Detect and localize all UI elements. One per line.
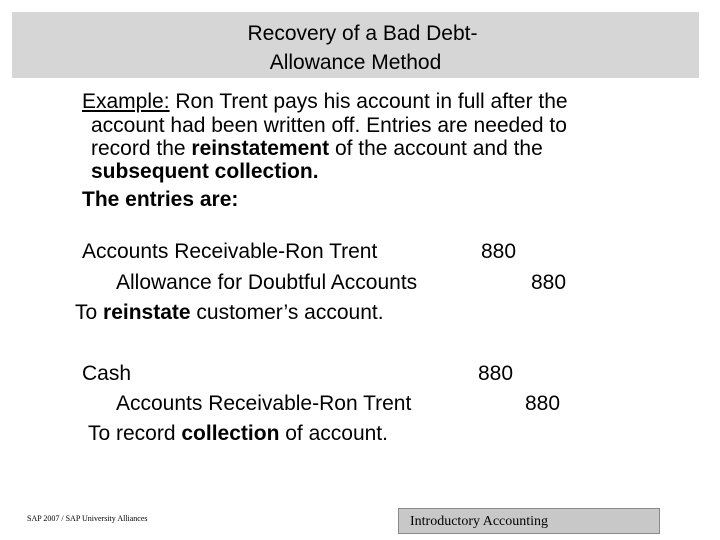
footer-course-box bbox=[398, 508, 660, 534]
example-line-3 bbox=[91, 137, 543, 161]
entry2-memo bbox=[88, 422, 388, 446]
entry2-memo-a: To record bbox=[88, 422, 182, 445]
entry1-credit-account: Allowance for Doubtful Accounts bbox=[116, 271, 418, 294]
example-line-2: account had been written off. Entries are needed to bbox=[91, 114, 567, 137]
reinstate-term: reinstate bbox=[103, 301, 191, 324]
entry1-debit-amount: 880 bbox=[481, 240, 517, 263]
entry2-debit-amount: 880 bbox=[478, 362, 514, 385]
example-label: Example: bbox=[82, 90, 170, 113]
footer-course-title: Introductory Accounting bbox=[410, 514, 549, 529]
slide-title-bar bbox=[12, 12, 699, 78]
example-text-3a: record the bbox=[91, 137, 192, 160]
entry2-credit-account: Accounts Receivable-Ron Trent bbox=[116, 392, 412, 415]
entry2-debit-account: Cash bbox=[82, 362, 132, 385]
entry1-memo-a: To bbox=[75, 301, 104, 324]
example-text-3c: of the account and the bbox=[329, 137, 543, 160]
footer-copyright: SAP 2007 / SAP University Alliances bbox=[27, 514, 148, 523]
slide-title-line-1: Recovery of a Bad Debt- bbox=[247, 22, 478, 45]
entry1-credit-amount: 880 bbox=[531, 271, 567, 294]
entry1-debit-account: Accounts Receivable-Ron Trent bbox=[82, 240, 378, 263]
example-text-1: Ron Trent pays his account in full after the bbox=[169, 90, 568, 113]
entry1-memo bbox=[75, 301, 384, 325]
entry1-memo-c: customer’s account. bbox=[190, 301, 384, 324]
slide-title-line-2: Allowance Method bbox=[269, 51, 442, 74]
entry2-credit-amount: 880 bbox=[525, 392, 561, 415]
subsequent-collection-term: subsequent collection. bbox=[91, 160, 319, 183]
collection-term: collection bbox=[181, 422, 280, 445]
reinstatement-term: reinstatement bbox=[191, 137, 330, 160]
entries-label: The entries are: bbox=[82, 188, 239, 211]
example-line-1 bbox=[82, 90, 568, 114]
entry2-memo-c: of account. bbox=[279, 422, 388, 445]
